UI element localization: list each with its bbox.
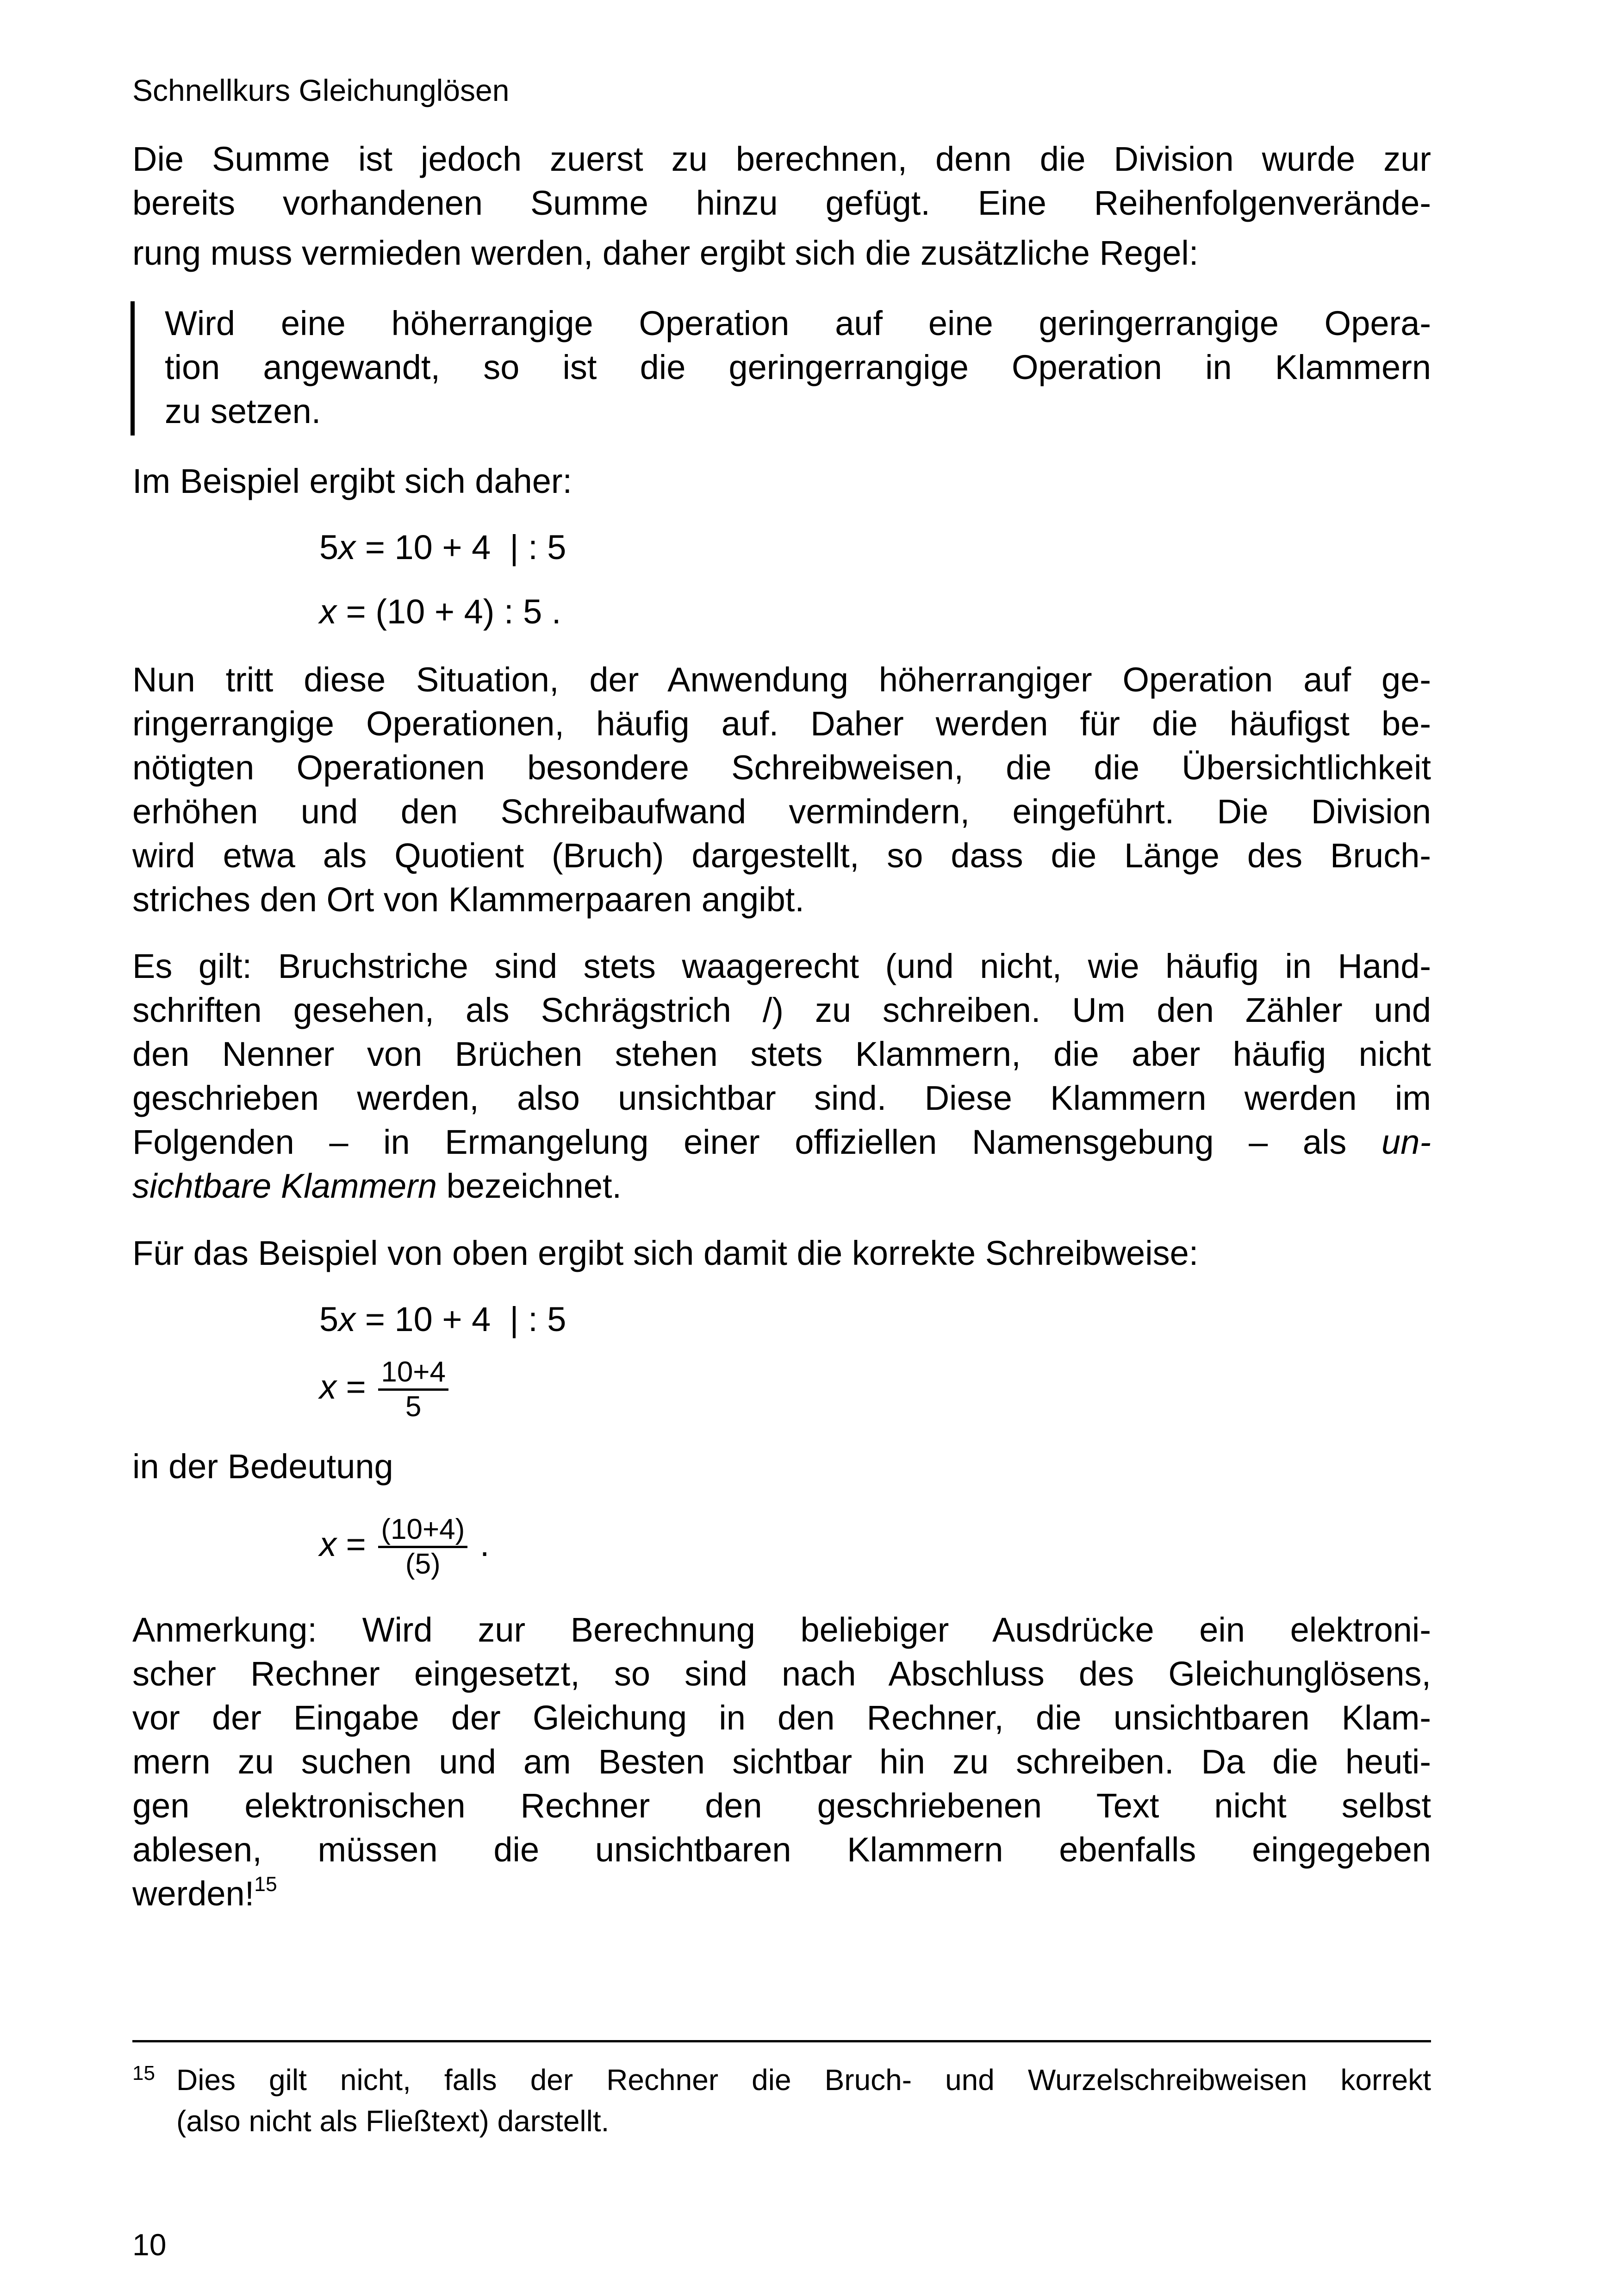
- equation-fraction-2: [319, 1513, 489, 1580]
- line-text: ringerrangige Operationen, häufig auf. Daher werden für die häufigst be-: [132, 704, 1431, 743]
- eq-rest: = (10 + 4) : 5 .: [336, 592, 561, 631]
- line-text: mern zu suchen und am Besten sichtbar hin zu schreiben. Da die heuti-: [132, 1742, 1431, 1781]
- text-line: [165, 301, 1431, 345]
- eq-equals: =: [336, 1368, 376, 1406]
- footnote-separator: [132, 2040, 1431, 2042]
- text-line: [165, 389, 1431, 433]
- rule-marker-bar: [131, 301, 135, 436]
- running-header: Schnellkurs Gleichunglösen: [132, 73, 510, 107]
- line-text: striches den Ort von Klammerpaaren angibt.: [132, 880, 804, 919]
- text-line: [176, 2060, 1431, 2101]
- paragraph-example-intro: [132, 459, 1431, 503]
- paragraph-invisible-brackets: [132, 944, 1431, 1208]
- paragraph-meaning: [132, 1444, 1431, 1488]
- text-line: [132, 1828, 1431, 1872]
- eq-var: x: [319, 592, 336, 631]
- eq-var: x: [319, 1525, 336, 1564]
- eq-coef: 5: [319, 528, 339, 566]
- eq-equals: =: [336, 1525, 376, 1564]
- eq-coef: 5: [319, 1300, 339, 1338]
- text-line: [132, 1032, 1431, 1076]
- text-line: [132, 702, 1431, 746]
- eq-rest: = 10 + 4 | : 5: [355, 528, 566, 566]
- line-text: schriften gesehen, als Schrägstrich /) zu schreiben. Um den Zähler und: [132, 991, 1431, 1029]
- line-text: vor der Eingabe der Gleichung in den Rechner, die unsichtbaren Klam-: [132, 1699, 1431, 1737]
- text-line: [132, 944, 1431, 988]
- text-line: [132, 181, 1431, 225]
- text-line: [132, 988, 1431, 1032]
- line-text: tion angewandt, so ist die geringerrangige Operation in Klammern: [165, 348, 1431, 386]
- line-text: Folgenden – in Ermangelung einer offiziellen Namensgebung – als: [132, 1123, 1382, 1161]
- line-text: Wird eine höherrangige Operation auf eine geringerrangige Opera-: [165, 304, 1431, 342]
- text-line: [132, 1872, 1431, 1916]
- line-text: Im Beispiel ergibt sich daher:: [132, 462, 573, 500]
- line-text: erhöhen und den Schreibaufwand vermindern, eingeführt. Die Division: [132, 792, 1431, 831]
- line-text: bezeichnet.: [437, 1167, 622, 1205]
- line-text: Es gilt: Bruchstriche sind stets waagerecht (und nicht, wie häufig in Hand-: [132, 947, 1431, 985]
- text-line: [132, 1652, 1431, 1696]
- line-text: werden!: [132, 1874, 255, 1913]
- text-line: [132, 790, 1431, 834]
- text-line: [132, 1784, 1431, 1828]
- line-text: in der Bedeutung: [132, 1447, 393, 1486]
- text-line: [132, 1696, 1431, 1740]
- text-line: [132, 1120, 1431, 1164]
- text-line: [132, 137, 1431, 181]
- text-line: [132, 1231, 1431, 1275]
- line-text: Anmerkung: Wird zur Berechnung beliebiger Ausdrücke ein elektroni-: [132, 1611, 1431, 1649]
- text-line: [176, 2101, 1431, 2142]
- italic-term: un-: [1382, 1123, 1431, 1161]
- eq-var: x: [338, 528, 356, 566]
- line-text: geschrieben werden, also unsichtbar sind. Diese Klammern werden im: [132, 1079, 1431, 1117]
- footnote-reference[interactable]: 15: [254, 1873, 277, 1896]
- text-line: [132, 459, 1431, 503]
- line-text: Die Summe ist jedoch zuerst zu berechnen, denn die Division wurde zur: [132, 140, 1431, 178]
- text-line: [132, 658, 1431, 702]
- text-line: [132, 1608, 1431, 1652]
- text-line: [132, 834, 1431, 877]
- line-text: Nun tritt diese Situation, der Anwendung höherrangiger Operation auf ge-: [132, 660, 1431, 699]
- paragraph-remark: [132, 1608, 1431, 1916]
- eq-var: x: [319, 1368, 336, 1406]
- fraction-denominator: 5: [405, 1391, 422, 1423]
- text-line: [165, 345, 1431, 389]
- text-line: [132, 1076, 1431, 1120]
- line-text: bereits vorhandenen Summe hinzu gefügt. Eine Reihenfolgenverände-: [132, 184, 1431, 222]
- line-text: Für das Beispiel von oben ergibt sich damit die korrekte Schreibweise:: [132, 1234, 1199, 1272]
- text-line: [132, 1740, 1431, 1784]
- fraction-numerator: (10+4): [378, 1513, 467, 1548]
- fraction: [378, 1513, 467, 1580]
- footnote-number: 15: [132, 2062, 155, 2084]
- text-line: [132, 1444, 1431, 1488]
- text-line: [132, 1164, 1431, 1208]
- line-text: sichtbare Klammern: [132, 1167, 437, 1205]
- line-text: scher Rechner eingesetzt, so sind nach Abschluss des Gleichunglösens,: [132, 1655, 1431, 1693]
- paragraph-correct-notation-intro: [132, 1231, 1431, 1275]
- line-text: (also nicht als Fließtext) darstellt.: [176, 2104, 610, 2138]
- equation-step-2: [319, 590, 561, 634]
- equation-fraction-1: [319, 1356, 451, 1423]
- text-line: [132, 877, 1431, 921]
- paragraph-sum-first: [132, 137, 1431, 275]
- line-text: rung muss vermieden werden, daher ergibt sich die zusätzliche Regel:: [132, 234, 1199, 272]
- text-line: [132, 231, 1431, 275]
- line-text: gen elektronischen Rechner den geschriebenen Text nicht selbst: [132, 1786, 1431, 1825]
- line-text: Dies gilt nicht, falls der Rechner die Bruch- und Wurzelschreibweisen korrekt: [176, 2063, 1431, 2097]
- fraction: [378, 1356, 448, 1423]
- line-text: ablesen, müssen die unsichtbaren Klammern ebenfalls eingegeben: [132, 1830, 1431, 1869]
- fraction-numerator: 10+4: [378, 1356, 448, 1391]
- text-line: [132, 746, 1431, 790]
- line-text: zu setzen.: [165, 392, 321, 430]
- equation-step-1: [319, 525, 566, 569]
- eq-rest: = 10 + 4 | : 5: [355, 1300, 566, 1338]
- footnote-text: [176, 2060, 1431, 2142]
- paragraph-notation: [132, 658, 1431, 921]
- line-text: wird etwa als Quotient (Bruch) dargestellt, so dass die Länge des Bruch-: [132, 836, 1431, 875]
- fraction-denominator: (5): [405, 1548, 441, 1580]
- page-number: 10: [132, 2228, 167, 2262]
- equation-step-3: [319, 1297, 566, 1341]
- line-text: den Nenner von Brüchen stehen stets Klammern, die aber häufig nicht: [132, 1035, 1431, 1073]
- eq-period: .: [470, 1525, 490, 1564]
- line-text: nötigten Operationen besondere Schreibweisen, die die Übersichtlichkeit: [132, 748, 1431, 787]
- eq-var: x: [338, 1300, 356, 1338]
- rule-box-text: [165, 301, 1431, 433]
